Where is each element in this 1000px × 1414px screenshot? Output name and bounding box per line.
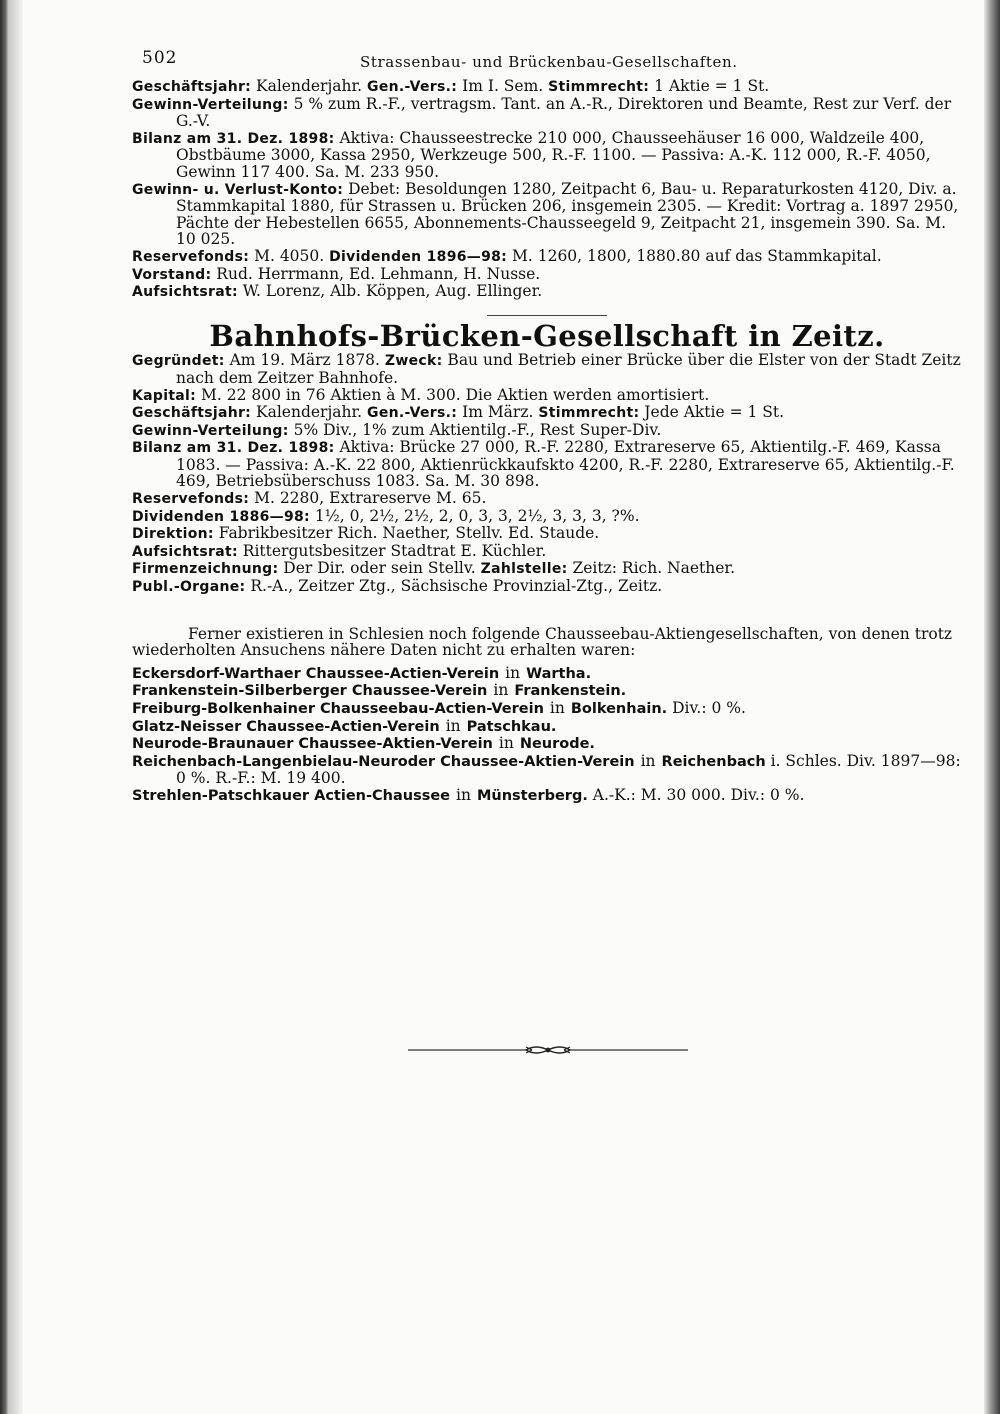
entry-line xyxy=(132,578,962,596)
end-ornament-icon xyxy=(408,1040,688,1060)
label: Zweck: xyxy=(384,353,443,370)
text: Aktiva: Brücke 27 000, R.-F. 2280, Extrareserve 65, Aktientilg.-F. 469, Kassa 1083. — Passiva: A.-K. 22 800, Aktienrückkaufskto 4200, R.-F. 2280, Extrareserve 65, Aktientilg.-F. 469, Betriebsüberschuss 1083. Sa. M. 30 898. xyxy=(176,438,955,491)
company-name: Neurode-Braunauer Chaussee-Aktien-Verein xyxy=(132,736,493,753)
company-place: Münsterberg. xyxy=(476,787,588,804)
text: Bau und Betrieb einer Brücke über die Elster von der Stadt Zeitz nach dem Zeitzer Bahnhofe. xyxy=(176,351,961,387)
company-item xyxy=(132,787,962,805)
company-place: Frankenstein. xyxy=(514,683,627,700)
text: R.-A., Zeitzer Ztg., Sächsische Provinzial-Ztg., Zeitz. xyxy=(245,577,663,596)
label: Aufsichtsrat: xyxy=(132,543,238,560)
page-header xyxy=(132,44,962,78)
company-in: in xyxy=(640,751,656,770)
text: M. 1260, 1800, 1880.80 auf das Stammkapital. xyxy=(507,246,882,265)
entry-line xyxy=(132,422,962,440)
scan-edge-right xyxy=(984,0,1000,1414)
entry-line xyxy=(132,560,962,578)
label: Geschäftsjahr: xyxy=(132,79,252,95)
text: 5% Div., 1% zum Aktientilg.-F., Rest Super-Div. xyxy=(288,420,662,439)
entry-line xyxy=(132,525,962,543)
label: Direktion: xyxy=(132,526,214,543)
company-place: Reichenbach xyxy=(661,753,766,770)
label: Gewinn- u. Verlust-Konto: xyxy=(132,181,344,198)
text: Am 19. März 1878. xyxy=(224,351,385,370)
entry-line xyxy=(132,266,962,284)
page xyxy=(132,44,962,805)
label: Publ.-Organe: xyxy=(132,579,246,596)
text: Im März. xyxy=(457,403,539,422)
text: 1½, 0, 2½, 2½, 2, 0, 3, 3, 2½, 3, 3, 3, ?%. xyxy=(309,506,640,525)
running-head: Strassenbau- und Brückenbau-Gesellschaften. xyxy=(360,53,738,71)
company-rest: Div.: 0 %. xyxy=(667,699,746,717)
text: Im I. Sem. xyxy=(457,77,549,95)
text: Aktiva: Chausseestrecke 210 000, Chausseehäuser 16 000, Waldzeile 400, Obstbäume 3000, Kassa 2950, Werkzeuge 500, R.-F. 1100. — Passiva: A.-K. 112 000, R.-F. 4050, Gewinn 117 400. Sa. M. 233 950. xyxy=(176,128,931,181)
label: Firmenzeichnung: xyxy=(132,561,279,578)
company-item xyxy=(132,735,962,753)
entry-line xyxy=(132,387,962,405)
company-in: in xyxy=(498,734,514,753)
text: W. Lorenz, Alb. Köppen, Aug. Ellinger. xyxy=(237,282,543,301)
text: Rud. Herrmann, Ed. Lehmann, H. Nusse. xyxy=(211,264,541,283)
company-in: in xyxy=(456,785,471,804)
entry-strassen xyxy=(132,78,962,301)
label: Dividenden 1886—98: xyxy=(132,508,310,525)
text: M. 22 800 in 76 Aktien à M. 300. Die Aktien werden amortisiert. xyxy=(196,385,710,404)
company-rest: i. Schles. Div. 1897—98: 0 %. R.-F.: M. 19 400. xyxy=(176,751,961,788)
text: 1 Aktie = 1 St. xyxy=(649,77,770,95)
page-number: 502 xyxy=(142,48,178,68)
label: Aufsichtsrat: xyxy=(132,284,238,301)
entry-line xyxy=(132,543,962,561)
text: Debet: Besoldungen 1280, Zeitpacht 6, Bau- u. Reparaturkosten 4120, Div. a. Stammkapital 1880, für Strassen u. Brücken 206, insgemein 2305. — Kredit: Vortrag a. 1897 2950, Pächte der Hebestellen 6655, Abonnements-Chausseegeld 9, Zeitpacht 21, insgemein 390. Sa. M. 10 025. xyxy=(176,179,959,249)
label: Stimmrecht: xyxy=(538,405,640,422)
company-item xyxy=(132,753,962,787)
text: M. 4050. xyxy=(249,246,330,265)
entry-line xyxy=(132,130,962,181)
entry-zeitz xyxy=(132,352,962,595)
company-name: Glatz-Neisser Chaussee-Actien-Verein xyxy=(132,718,440,735)
text: 5 % zum R.-F., vertragsm. Tant. an A.-R., Direktoren und Beamte, Rest zur Verf. der G.-V. xyxy=(176,94,952,131)
label: Gegründet: xyxy=(132,353,225,370)
entry-line xyxy=(132,404,962,422)
label: Reservefonds: xyxy=(132,248,250,265)
company-item xyxy=(132,665,962,683)
label: Gewinn-Verteilung: xyxy=(132,96,289,113)
company-place: Patschkau. xyxy=(466,718,557,735)
company-list xyxy=(132,665,962,805)
company-item xyxy=(132,700,962,718)
company-in: in xyxy=(445,716,461,735)
text: Fabrikbesitzer Rich. Naether, Stellv. Ed. Staude. xyxy=(213,524,600,543)
entry-line xyxy=(132,78,962,96)
text: Kalenderjahr. xyxy=(251,77,368,95)
label: Bilanz am 31. Dez. 1898: xyxy=(132,440,335,457)
section-divider xyxy=(487,315,607,316)
entry-line xyxy=(132,181,962,248)
entry-line xyxy=(132,283,962,301)
label: Gen.-Vers.: xyxy=(367,405,458,422)
company-name: Freiburg-Bolkenhainer Chausseebau-Actien-Verein xyxy=(132,701,544,717)
company-rest: A.-K.: M. 30 000. Div.: 0 %. xyxy=(587,785,805,804)
entry-line xyxy=(132,439,962,490)
company-in: in xyxy=(493,681,509,700)
label: Stimmrecht: xyxy=(548,79,650,95)
entry-line xyxy=(132,352,962,386)
company-item xyxy=(132,682,962,700)
label: Gen.-Vers.: xyxy=(367,79,458,95)
company-name: Eckersdorf-Warthaer Chaussee-Actien-Verein xyxy=(132,665,500,682)
text: Zeitz: Rich. Naether. xyxy=(567,559,736,578)
company-place: Bolkenhain. xyxy=(570,701,668,717)
label: Geschäftsjahr: xyxy=(132,405,252,422)
company-place: Neurode. xyxy=(519,736,595,753)
company-place: Wartha. xyxy=(526,665,592,682)
company-in: in xyxy=(549,699,565,717)
entry-line xyxy=(132,248,962,266)
entry-line xyxy=(132,490,962,508)
label: Gewinn-Verteilung: xyxy=(132,422,289,439)
label: Bilanz am 31. Dez. 1898: xyxy=(132,130,335,147)
text: Der Dir. oder sein Stellv. xyxy=(278,559,481,578)
label: Reservefonds: xyxy=(132,491,250,508)
text: Rittergutsbesitzer Stadtrat E. Küchler. xyxy=(237,541,547,560)
label: Zahlstelle: xyxy=(480,561,568,578)
entry-line xyxy=(132,96,962,130)
spacer xyxy=(132,596,962,612)
scan-edge-left xyxy=(0,0,9,1414)
entry-line xyxy=(132,508,962,526)
scan-edge-shadow xyxy=(9,0,23,1414)
company-name: Strehlen-Patschkauer Actien-Chaussee xyxy=(132,787,451,804)
label: Kapital: xyxy=(132,387,197,404)
intro-paragraph: Ferner existieren in Schlesien noch folgende Chausseebau-Aktiengesellschaften, von denen trotz wiederholten Ansuchens nähere Daten nicht zu erhalten waren: xyxy=(132,624,953,660)
section-title: Bahnhofs-Brücken-Gesellschaft in Zeitz. xyxy=(209,318,885,353)
label: Vorstand: xyxy=(132,266,212,283)
company-name: Reichenbach-Langenbielau-Neuroder Chaussee-Aktien-Verein xyxy=(132,753,635,770)
label: Dividenden 1896—98: xyxy=(329,248,508,265)
company-in: in xyxy=(505,663,521,682)
text: Kalenderjahr. xyxy=(251,403,368,422)
text: M. 2280, Extrareserve M. 65. xyxy=(249,489,487,508)
company-item xyxy=(132,718,962,736)
text: Jede Aktie = 1 St. xyxy=(639,403,785,422)
company-name: Frankenstein-Silberberger Chaussee-Verein xyxy=(132,683,488,700)
